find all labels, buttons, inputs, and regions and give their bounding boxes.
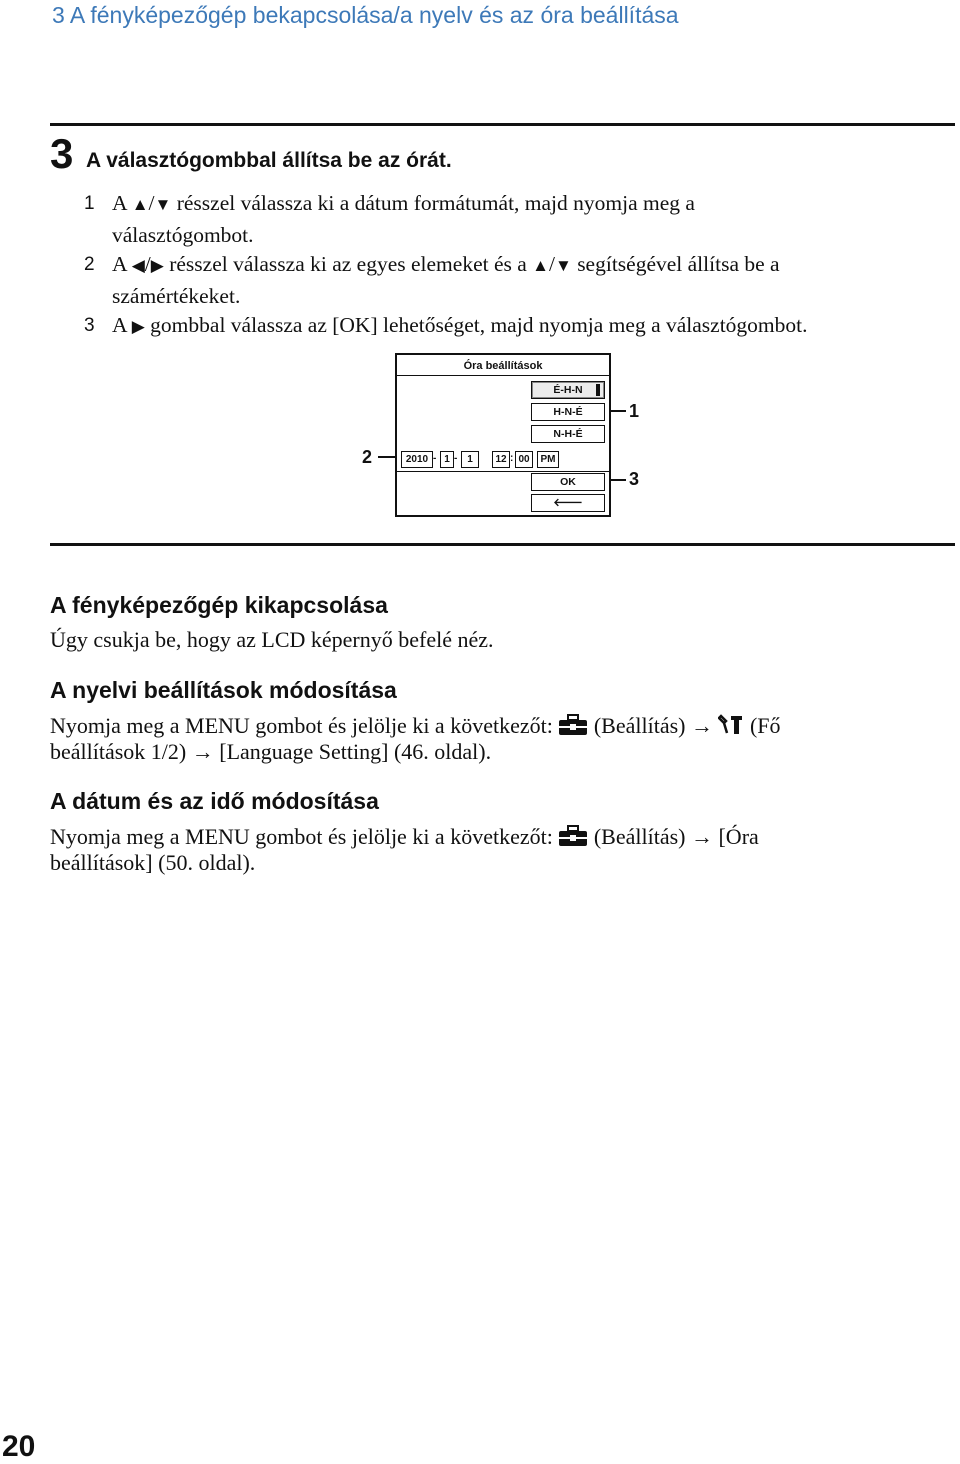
right-triangle-icon: ▶ (150, 256, 164, 275)
format-option-ymd[interactable]: É-H-N (531, 381, 605, 399)
date-dash: - (454, 453, 458, 464)
down-triangle-icon: ▼ (154, 195, 172, 214)
scrollbar-indicator (596, 384, 600, 396)
down-triangle-icon: ▼ (554, 256, 572, 275)
up-triangle-icon: ▲ (532, 256, 549, 275)
section-text-power-off: Úgy csukja be, hogy az LCD képernyő befelé néz. (50, 627, 494, 652)
step-item-3-text: A ▶ gombbal válassza az [OK] lehetőséget, majd nyomja meg a választógombot. (112, 313, 808, 337)
step-item-2-text-cont: számértékeket. (112, 284, 241, 308)
back-button[interactable] (531, 494, 605, 512)
step-item-2-text: A ◀/▶ résszel válassza ki az egyes elemeket és a ▲/▼ segítségével állítsa be a (112, 252, 780, 276)
month-field[interactable]: 1 (440, 451, 454, 468)
screen-title: Óra beállítások (463, 360, 543, 372)
year-field[interactable]: 2010 (401, 451, 433, 468)
up-triangle-icon: ▲ (131, 195, 149, 214)
section-text-language-line2: beállítások 1/2) → [Language Setting] (46. oldal). (50, 739, 492, 764)
step-item-2-number: 2 (84, 254, 95, 275)
clock-settings-screen (395, 353, 611, 517)
top-rule (50, 123, 955, 126)
back-arrow-icon: 🡐 (553, 497, 583, 509)
callout-3: 3 (629, 469, 640, 489)
callout-1-bracket (609, 388, 611, 432)
step-item-1-number: 1 (84, 193, 95, 214)
clock-settings-diagram (350, 352, 670, 520)
day-field[interactable]: 1 (461, 451, 479, 468)
page-number: 20 (2, 1430, 36, 1463)
section-title-power-off: A fényképezőgép kikapcsolása (50, 592, 388, 618)
step-item-1-text: A ▲/▼ résszel válassza ki a dátum formátumát, majd nyomja meg a (112, 191, 695, 215)
page-header-title: 3 A fényképezőgép bekapcsolása/a nyelv és az óra beállítása (52, 2, 679, 28)
arrow-right-icon: → (690, 713, 713, 738)
ampm-field[interactable]: PM (537, 451, 559, 468)
toolbox-icon (558, 714, 588, 736)
section-rule (50, 543, 955, 546)
right-triangle-icon: ▶ (131, 317, 145, 336)
left-triangle-icon: ◀ (131, 256, 145, 275)
settings-tools-icon (718, 714, 744, 736)
section-text-datetime-line2: beállítások] (50. oldal). (50, 850, 256, 875)
screen-title-divider (397, 375, 609, 376)
section-title-language: A nyelvi beállítások módosítása (50, 677, 397, 703)
toolbox-icon (558, 825, 588, 847)
minute-field[interactable]: 00 (515, 451, 533, 468)
callout-2: 2 (362, 447, 373, 467)
arrow-right-icon: → (191, 739, 214, 764)
step-item-3-number: 3 (84, 315, 95, 336)
screen-divider (397, 471, 609, 472)
callout-3-leader (609, 479, 626, 481)
date-dash: - (433, 453, 437, 464)
callout-1: 1 (629, 401, 640, 421)
step-number: 3 (50, 130, 74, 177)
ok-button[interactable]: OK (531, 473, 605, 491)
format-option-dmy[interactable]: N-H-É (531, 425, 605, 443)
section-title-datetime: A dátum és az idő módosítása (50, 788, 379, 814)
arrow-right-icon: → (690, 824, 713, 849)
hour-field[interactable]: 12 (492, 451, 510, 468)
format-option-mdy[interactable]: H-N-É (531, 403, 605, 421)
section-text-datetime-line1: Nyomja meg a MENU gombot és jelölje ki a következőt: (Beállítás) → [Óra (50, 824, 759, 849)
time-colon: : (510, 453, 514, 464)
step-item-1-text-cont: választógombot. (112, 223, 254, 247)
step-title: A választógombbal állítsa be az órát. (86, 149, 452, 172)
section-text-language-line1: Nyomja meg a MENU gombot és jelölje ki a következőt: (Beállítás) → (Fő (50, 713, 781, 738)
callout-2-leader (378, 456, 397, 458)
callout-1-leader (609, 410, 626, 412)
